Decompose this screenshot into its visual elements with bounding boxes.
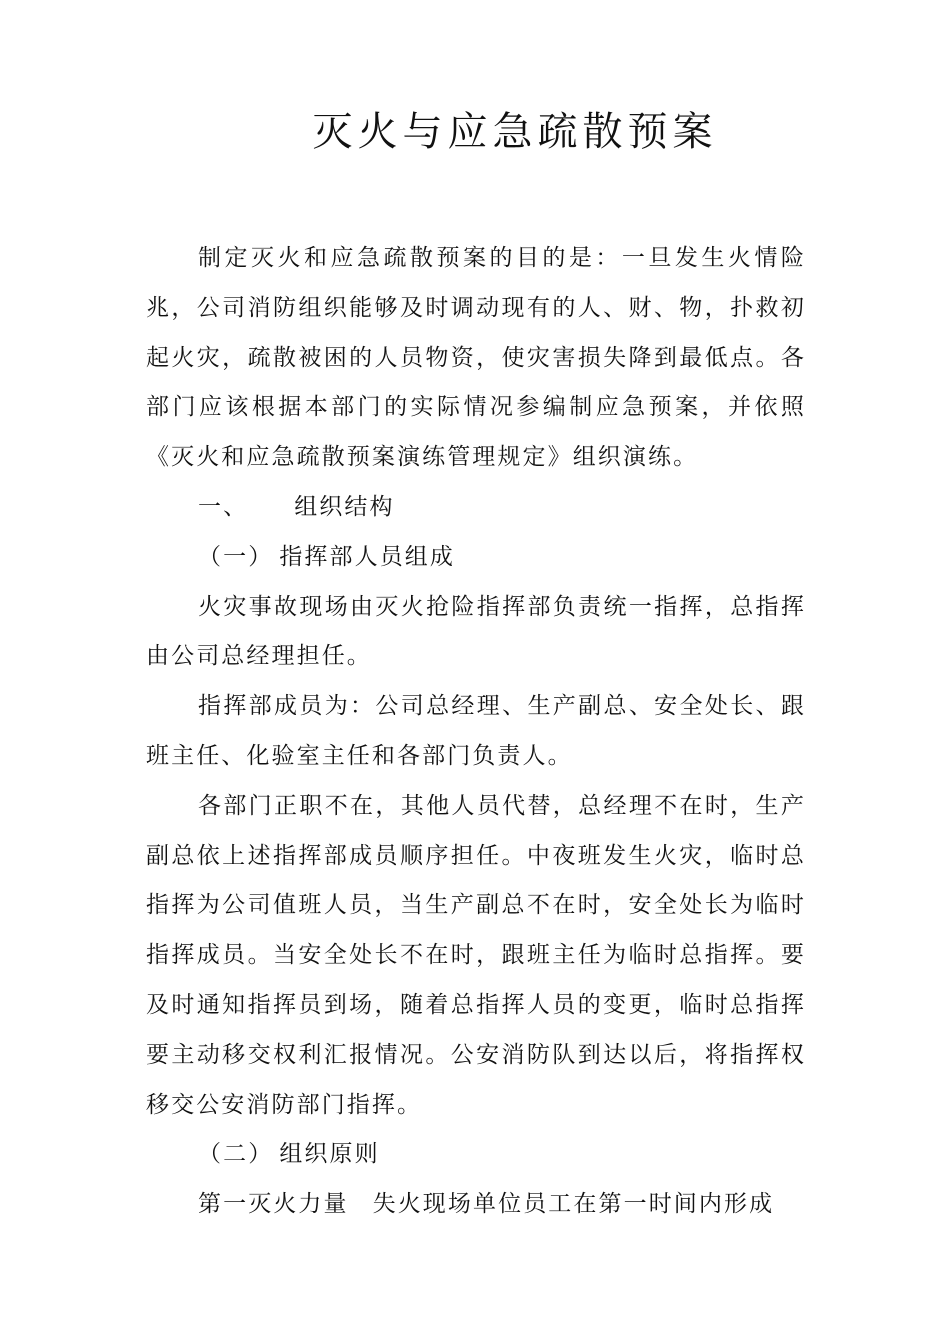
first-force-text: 失火现场单位员工在第一时间内形成 [372, 1191, 775, 1218]
subheading-text: 组织原则 [279, 1141, 380, 1168]
paragraph-command-members: 指挥部成员为：公司总经理、生产副总、安全处长、跟班主任、化验室主任和各部门负责人。 [146, 693, 806, 769]
subheading-number: （一） [198, 543, 274, 570]
subheading-command-members [146, 533, 806, 583]
paragraph-command-lead: 火灾事故现场由灭火抢险指挥部负责统一指挥，总指挥由公司总经理担任。 [146, 593, 806, 670]
heading-organization-structure [146, 483, 806, 533]
document-title: 灭火与应急疏散预案 [312, 109, 718, 155]
subheading-number: （二） [198, 1141, 274, 1168]
subheading-organization-principles [146, 1130, 806, 1180]
document-body [146, 234, 806, 1230]
heading-number: 一、 [198, 493, 249, 520]
heading-text: 组织结构 [294, 493, 395, 520]
paragraph-first-force [146, 1180, 806, 1230]
paragraph-command-substitution: 各部门正职不在，其他人员代替，总经理不在时，生产副总依上述指挥部成员顺序担任。中夜班发生火灾，临时总指挥为公司值班人员，当生产副总不在时，安全处长为临时指挥成员。当安全处长不在时，跟班主任为临时总指挥。要及时通知指挥员到场，随着总指挥人员的变更，临时总指挥要主动移交权利汇报情况。公安消防队到达以后，将指挥权移交公安消防部门指挥。 [146, 792, 806, 1118]
paragraph-purpose: 制定灭火和应急疏散预案的目的是：一旦发生火情险兆，公司消防组织能够及时调动现有的人、财、物，扑救初起火灾，疏散被困的人员物资，使灾害损失降到最低点。各部门应该根据本部门的实际情况参编制应急预案，并依照《灭火和应急疏散预案演练管理规定》组织演练。 [146, 245, 806, 471]
subheading-text: 指挥部人员组成 [279, 543, 456, 570]
first-force-label: 第一灭火力量 [198, 1191, 349, 1218]
